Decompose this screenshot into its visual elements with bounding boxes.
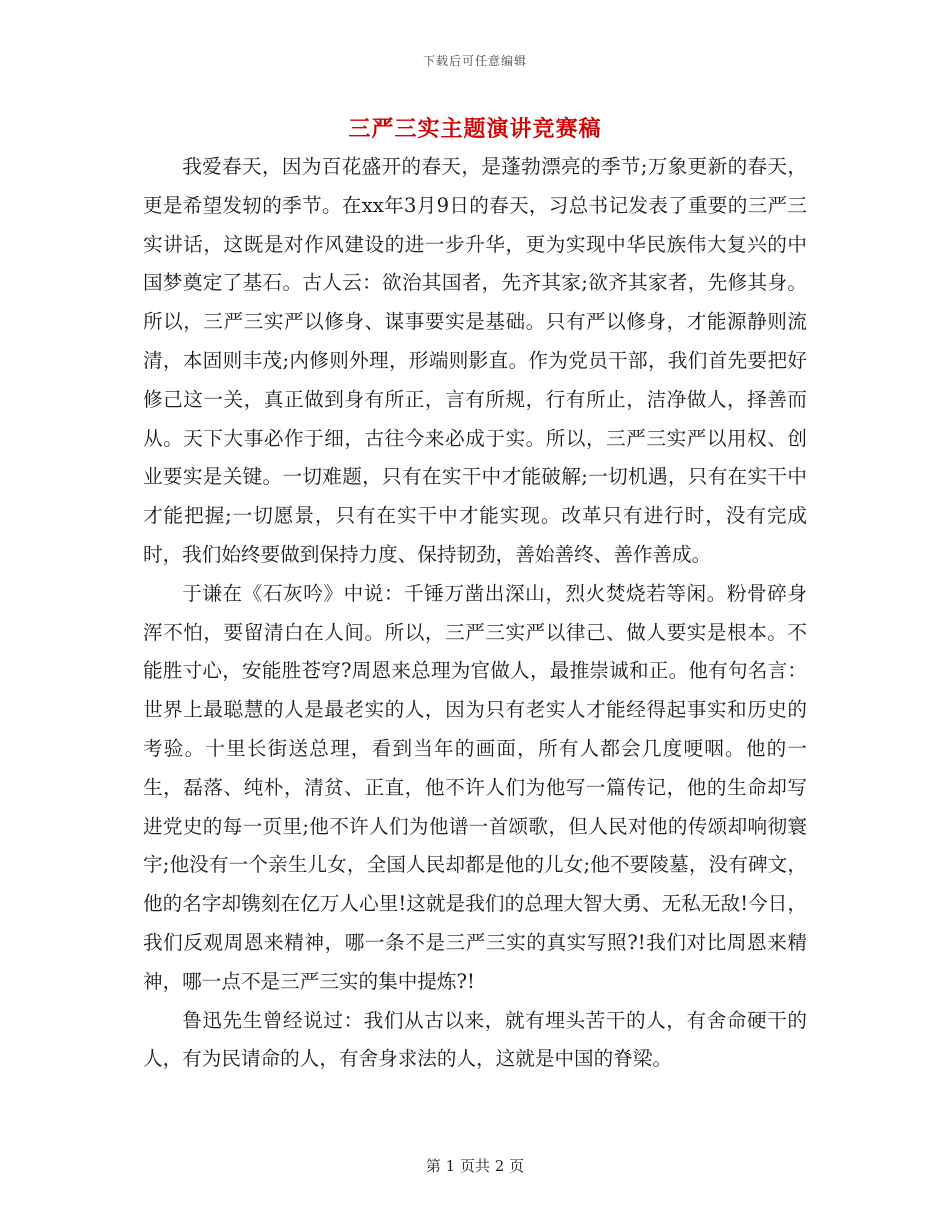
page-header-note: 下载后可任意编辑 bbox=[422, 54, 527, 68]
page-indicator: 第 1 页共 2 页 bbox=[425, 1157, 525, 1175]
paragraph-1: 我爱春天，因为百花盛开的春天，是蓬勃漂亮的季节;万象更新的春天，更是希望发轫的季节。在xx年3月9日的春天，习总书记发表了重要的三严三实讲话，这既是对作风建设的进一步升华，更为实现中华民族伟大复兴的中国梦奠定了基石。古人云：欲治其国者，先齐其家;欲齐其家者，先修其身。所以，三严三实严以修身、谋事要实是基础。只有严以修身，才能源静则流清，本固则丰茂;内修则外理，形端则影直。作为党员干部，我们首先要把好修己这一关，真正做到身有所正，言有所规，行有所止，洁净做人，择善而从。天下大事必作于细，古往今来必成于实。所以，三严三实严以用权、创业要实是关键。一切难题，只有在实干中才能破解;一切机遇，只有在实干中才能把握;一切愿景，只有在实干中才能实现。改革只有进行时，没有完成时，我们始终要做到保持力度、保持韧劲，善始善终、善作善成。 bbox=[143, 155, 807, 566]
document-title: 三严三实主题演讲竞赛稿 bbox=[348, 116, 602, 142]
paragraph-3: 鲁迅先生曾经说过：我们从古以来，就有埋头苦干的人，有舍命硬干的人，有为民请命的人，有舍身求法的人，这就是中国的脊梁。 bbox=[143, 1008, 807, 1071]
paragraph-2: 于谦在《石灰吟》中说：千锤万凿出深山，烈火焚烧若等闲。粉骨碎身浑不怕，要留清白在人间。所以，三严三实严以律己、做人要实是根本。不能胜寸心，安能胜苍穹?周恩来总理为官做人，最推崇诚和正。他有句名言：世界上最聪慧的人是最老实的人，因为只有老实人才能经得起事实和历史的考验。十里长街送总理，看到当年的画面，所有人都会几度哽咽。他的一生，磊落、纯朴，清贫、正直，他不许人们为他写一篇传记，他的生命却写进党史的每一页里;他不许人们为他谱一首颂歌，但人民对他的传颂却响彻寰宇;他没有一个亲生儿女，全国人民却都是他的儿女;他不要陵墓，没有碑文，他的名字却镌刻在亿万人心里!这就是我们的总理大智大勇、无私无敌!今日，我们反观周恩来精神，哪一条不是三严三实的真实写照?!我们对比周恩来精神，哪一点不是三严三实的集中提炼?! bbox=[143, 581, 807, 993]
document-body bbox=[143, 148, 807, 1079]
